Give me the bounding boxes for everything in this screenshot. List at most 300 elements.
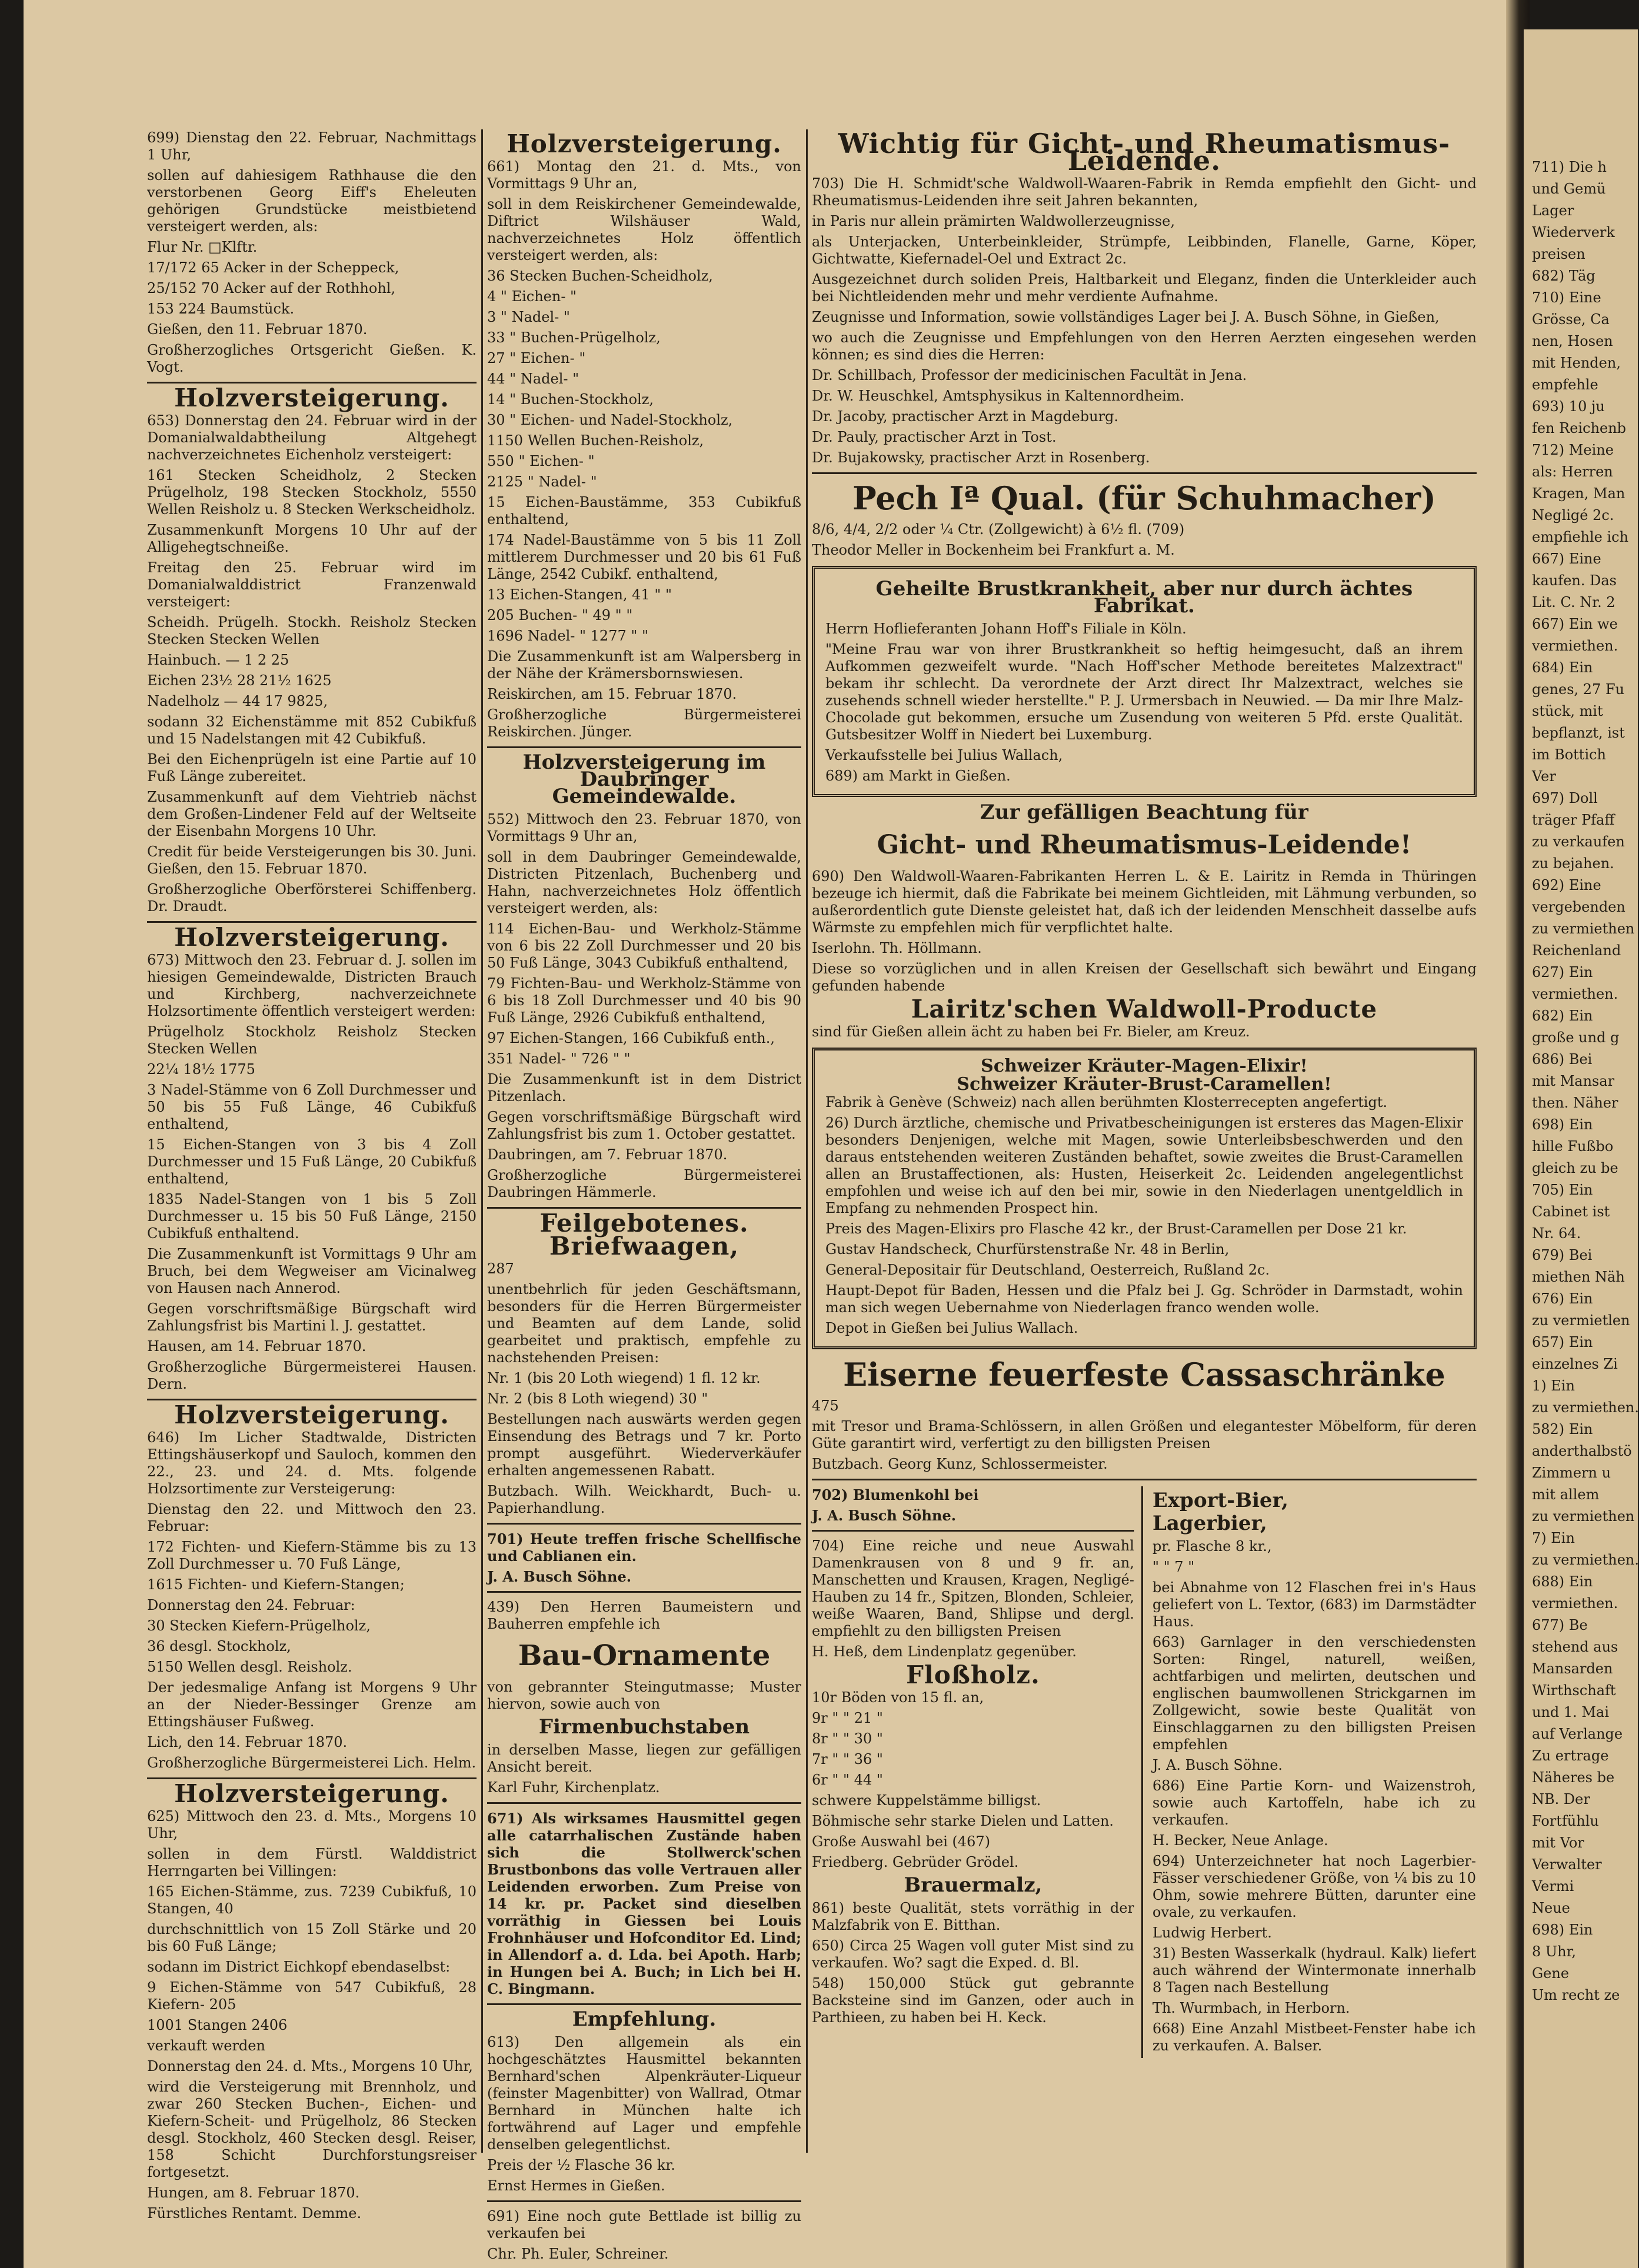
text-line: Dienstag den 22. und Mittwoch den 23. Februar: [147,1501,477,1535]
text-line: einzelnes Zi [1532,1356,1618,1372]
text-line: J. A. Busch Söhne. [1152,1757,1283,1773]
text-line: Die Zusammenkunft ist am Walpersberg in der Nähe der Krämersbornswiesen. [487,648,801,682]
text-line: in Paris nur allein prämirten Waldwollerzeugnisse, [812,213,1175,229]
text-line: Diese so vorzüglichen und in allen Kreisen der Gesellschaft sich bewährt und Eingang gefunden habende [812,960,1477,994]
text-line: Gustav Handscheck, Churfürstenstraße Nr. 48 in Berlin, [825,1241,1230,1258]
text-line: 36 desgl. Stockholz, [147,1638,291,1655]
text-line: 613) Den allgemein als ein hochgeschätztes Hausmittel bekannten Bernhard'schen Alpenkräuter-Liqueur (feinster Magenbitter) von Wallrad, Otmar Bernhard in München halte ich fortwährend auf Lager und empfehle denselben gelegentlichst. [487,2034,801,2153]
text-line: Karl Fuhr, Kirchenplatz. [487,1779,660,1796]
text-line: zu bejahen. [1532,855,1614,872]
text-line: Scheidh. Prügelh. Stockh. Reisholz Stecken Stecken Stecken Wellen [147,614,477,648]
text-line: 689) am Markt in Gießen. [825,768,1011,784]
text-line: 699) Dienstag den 22. Februar, Nachmittags 1 Uhr, [147,129,477,163]
text-line: Gene [1532,1965,1570,1982]
text-line: im Bottich [1532,746,1607,763]
ad-439b [487,1742,801,1796]
column-rule [481,129,483,2153]
text-line: 36 Stecken Buchen-Scheidholz, [487,268,713,284]
text-line: 22¼ 18½ 1775 [147,1061,255,1078]
text-line: Ludwig Herbert. [1152,1925,1272,1941]
text-line: 682) Ein [1532,1008,1593,1024]
text-line: Herrn Hoflieferanten Johann Hoff's Filiale in Köln. [825,621,1187,637]
ad-625 [147,1808,477,2222]
text-line: durchschnittlich von 15 Zoll Stärke und 20 bis 60 Fuß Länge; [147,1921,477,1955]
text-line: Reichenland [1532,942,1621,959]
text-line: bei Abnahme von 12 Flaschen frei in's Haus geliefert von L. Textor, (683) im Darmstädter Haus. [1152,1579,1476,1630]
divider [487,1523,801,1525]
ad-439 [487,1679,801,1713]
ad-703 [812,175,1477,466]
column-rule [806,129,808,2153]
heading: Gicht- und Rheumatismus-Leidende! [877,830,1412,860]
text-line: 97 Eichen-Stangen, 166 Cubikfuß enth., [487,1030,775,1046]
text-line: 17/172 65 Acker in der Scheppeck, [147,259,399,276]
text-line: zu verkaufen [1532,833,1625,850]
text-line: Ausgezeichnet durch soliden Preis, Haltbarkeit und Eleganz, finden die Unterkleider auch bei Nichtleidenden mehr und mehr verdiente Aufnahme. [812,271,1477,305]
column-1 [147,129,477,2222]
text-line: 703) Die H. Schmidt'sche Waldwoll-Waaren-Fabrik in Remda empfiehlt den Gicht- und Rheumatismus-Leidenden ihre seit Jahren bekannten, [812,175,1477,209]
text-line: sodann im District Eichkopf ebendaselbst: [147,1959,451,1975]
text-line: Grösse, Ca [1532,311,1610,328]
text-line: Negligé 2c. [1532,507,1614,523]
text-line: 14 " Buchen-Stockholz, [487,391,654,408]
text-line: 3 Nadel-Stämme von 6 Zoll Durchmesser und 50 bis 55 Fuß Länge, 46 Cubikfuß enthaltend, [147,1082,477,1132]
text-line: Der jedesmalige Anfang ist Morgens 9 Uhr an der Nieder-Bessinger Grenze am Ettingshäuser Fußweg. [147,1679,477,1730]
text-line: Fabrik à Genève (Schweiz) nach allen berühmten Klosterrecepten angefertigt. [825,1094,1388,1110]
ad-548 [812,1975,1134,2026]
text-line: Bestellungen nach auswärts werden gegen Einsendung des Betrags und 7 kr. Porto prompt ausgeführt. Wiederverkäufer erhalten angemessenen Rabatt. [487,1411,801,1479]
text-line: sollen auf dahiesigem Rathhause die den verstorbenen Georg Eiff's Eheleuten gehörigen Grundstücke meistbietend versteigert werden, als: [147,167,477,235]
text-line: Hainbuch. — 1 2 25 [147,652,289,668]
text-line: soll in dem Daubringer Gemeindewalde, Districten Pitzenlach, Buchenberg und Hahn, nachverzeichnetes Holz öffentlich versteigert werden, als: [487,849,801,916]
text-line: Lich, den 14. Februar 1870. [147,1734,348,1750]
text-line: 676) Ein [1532,1290,1593,1307]
text-line: Nadelholz — 44 17 9825, [147,693,328,709]
heading: Holzversteigerung. [174,1400,449,1429]
section-heading: Feilgebotenes. [539,1209,749,1238]
text-line: und 1. Mai [1532,1704,1609,1720]
text-line: preisen [1532,246,1585,262]
text-line: Dr. Pauly, practischer Arzt in Tost. [812,429,1057,445]
text-line: Nr. 1 (bis 20 Loth wiegend) 1 fl. 12 kr. [487,1370,761,1386]
text-line: Bei den Eichenprügeln ist eine Partie auf 10 Fuß Länge zubereitet. [147,751,477,785]
text-line: stehend aus [1532,1639,1618,1655]
heading: Lagerbier, [1152,1512,1267,1535]
text-line: 667) Eine [1532,551,1601,567]
text-line: 691) Eine noch gute Bettlade ist billig zu verkaufen bei [487,2208,801,2242]
text-line: 702) Blumenkohl bei [812,1486,979,1503]
text-line: 661) Montag den 21. d. Mts., von Vormittags 9 Uhr an, [487,158,801,192]
text-line: 8/6, 4/4, 2/2 oder ¼ Ctr. (Zollgewicht) à 6½ fl. (709) [812,521,1185,538]
text-line: empfiehle ich [1532,529,1629,545]
text-line: 705) Ein [1532,1182,1593,1198]
heading: Holzversteigerung. [174,383,449,412]
text-line: 712) Meine [1532,442,1614,458]
text-line: mit Vor [1532,1835,1584,1851]
ad-671 [487,1810,801,1997]
text-line: 10r Böden von 15 fl. an, [812,1689,984,1706]
text-line: als: Herren [1532,463,1613,480]
text-line: Haupt-Depot für Baden, Hessen und die Pfalz bei J. Gg. Schröder in Darmstadt, wohin man sich wegen Uebernahme von Niederlagen franco wenden wolle. [825,1282,1463,1316]
text-line: General-Depositair für Deutschland, Oesterreich, Rußland 2c. [825,1262,1270,1278]
text-line: Vermi [1532,1878,1574,1895]
text-line: 690) Den Waldwoll-Waaren-Fabrikanten Herren L. & E. Lairitz in Remda in Thüringen bezeuge ich hiermit, daß die Fabrikate bei meinem Gichtleiden, mit Lähmung verbunden, so außerordentlich gute Dienste geleistet hat, daß ich der leidenden Menschheit dasselbe aufs Wärmste zu empfehlen mich für verpflichtet halte. [812,868,1477,936]
text-line: 650) Circa 25 Wagen voll guter Mist sind zu verkaufen. Wo? sagt die Exped. d. Bl. [812,1937,1134,1971]
ad-650 [812,1937,1134,1972]
text-line: anderthalbstö [1532,1443,1632,1459]
divider [812,1530,1134,1532]
text-line: 697) Doll [1532,790,1598,806]
text-line: 693) 10 ju [1532,398,1605,415]
text-line: träger Pfaff [1532,812,1615,828]
text-line: 6r " " 44 " [812,1772,883,1788]
text-line: Großherzogliche Bürgermeisterei Hausen. Dern. [147,1359,477,1392]
heading: Export-Bier, [1152,1489,1288,1512]
text-line: 174 Nadel-Baustämme von 5 bis 11 Zoll mittlerem Durchmesser und 20 bis 61 Fuß Länge, 2542 Cubikf. enthaltend, [487,532,801,582]
ad-552 [487,811,801,1201]
text-line: 1835 Nadel-Stangen von 1 bis 5 Zoll Durchmesser u. 15 bis 50 Fuß Länge, 2150 Cubikfuß enthaltend. [147,1191,477,1242]
ad-668 [1152,2020,1476,2054]
text-line: 627) Ein [1532,964,1593,980]
divider [487,2003,801,2005]
text-line: 677) Be [1532,1617,1588,1633]
text-line: zu vermiethen. [1532,1399,1639,1416]
text-line: Flur Nr. □Klftr. [147,239,258,255]
ad-287 [487,1260,801,1517]
text-line: Donnerstag den 24. Februar: [147,1597,355,1613]
text-line: Zu ertrage [1532,1747,1609,1764]
text-line: Zusammenkunft auf dem Viehtrieb nächst dem Großen-Lindener Feld auf der Weltseite der Eisenbahn Morgens 10 Uhr. [147,789,477,839]
text-line: 30 Stecken Kiefern-Prügelholz, [147,1617,371,1634]
text-line: 205 Buchen- " 49 " " [487,607,633,623]
heading: Geheilte Brustkrankheit, aber nur durch ächtes Fabrikat. [875,577,1413,618]
column-3 [812,129,1477,2153]
heading: Schweizer Kräuter-Magen-Elixir! [981,1056,1308,1076]
text-line: 1) Ein [1532,1378,1575,1394]
text-line: Zeugnisse und Information, sowie vollständiges Lager bei J. A. Busch Söhne, in Gießen, [812,309,1440,325]
ad-699 [147,129,477,376]
text-line: Wirthschaft [1532,1682,1616,1699]
text-line: sind für Gießen allein ächt zu haben bei Fr. Bieler, am Kreuz. [812,1023,1250,1040]
text-line: Großherzogliches Ortsgericht Gießen. K. Vogt. [147,342,477,375]
text-line: verkauft werden [147,2037,265,2054]
text-line: mit Henden, [1532,355,1621,371]
ad-475 [812,1398,1477,1473]
ad-702 [812,1486,1134,1524]
text-line: 1615 Fichten- und Kiefern-Stangen; [147,1576,405,1593]
next-page-text [1524,29,1638,2004]
text-line: mit Mansar [1532,1073,1615,1089]
text-line: Hausen, am 14. Februar 1870. [147,1338,367,1355]
text-line: von gebrannter Steingutmasse; Muster hiervon, sowie auch von [487,1679,801,1712]
text-line: 351 Nadel- " 726 " " [487,1050,631,1067]
text-line: vergebenden [1532,899,1625,915]
ad-690 [812,868,1477,995]
heading: Empfehlung. [572,2007,717,2031]
text-line: gleich zu be [1532,1160,1618,1176]
sub-columns [812,1486,1477,2058]
text-line: 30 " Eichen- und Nadel-Stockholz, [487,412,733,428]
text-line: 694) Unterzeichneter hat noch Lagerbier-Fässer verschiedener Größe, von ¼ bis zu 10 Ohm, sowie mehrere Bütten, darunter eine ovale, zu verkaufen. [1152,1853,1476,1920]
text-line: Nr. 2 (bis 8 Loth wiegend) 30 " [487,1390,708,1407]
text-line: Neue [1532,1900,1570,1916]
text-line: NB. Der [1532,1791,1590,1807]
text-line: 33 " Buchen-Prügelholz, [487,329,661,346]
text-line: 682) Täg [1532,268,1595,284]
text-line: then. Näher [1532,1095,1618,1111]
text-line: 15 Eichen-Baustämme, 353 Cubikfuß enthaltend, [487,494,801,528]
divider [487,1591,801,1593]
text-line: 711) Die h [1532,159,1607,175]
text-line: 673) Mittwoch den 23. Februar d. J. sollen im hiesigen Gemeindewalde, Districten Brauch und Kirchberg, nachverzeichnete Holzsortimente öffentlich versteigert werden: [147,952,477,1019]
text-line: Iserlohn. Th. Höllmann. [812,940,982,956]
text-line: zu vermiethen [1532,920,1635,937]
ad-26 [825,1094,1463,1337]
text-line: 79 Fichten-Bau- und Werkholz-Stämme von 6 bis 18 Zoll Durchmesser und 40 bis 90 Fuß Länge, 2926 Cubikfuß enthaltend, [487,975,801,1026]
text-line: Zimmern u [1532,1465,1611,1481]
ad-653 [147,412,477,915]
divider [487,1802,801,1804]
text-line: Nr. 64. [1532,1225,1581,1242]
text-line: zu vermiethen. [1532,1552,1639,1568]
text-line: zu vermietlen [1532,1312,1630,1329]
text-line: 15 Eichen-Stangen von 3 bis 4 Zoll Durchmesser und 15 Fuß Länge, 20 Cubikfuß enthaltend, [147,1136,477,1187]
text-line: fen Reichenb [1532,420,1627,436]
ad-663 [1152,1634,1476,1774]
text-line: Böhmische sehr starke Dielen und Latten. [812,1813,1114,1829]
ad-704 [812,1537,1134,1660]
text-line: vermiethen. [1532,986,1618,1002]
text-line: Ernst Hermes in Gießen. [487,2177,665,2194]
ad-box-689 [812,566,1477,797]
text-line: 4 " Eichen- " [487,288,577,305]
text-line: Um recht ze [1532,1987,1620,2003]
ad-673 [147,952,477,1393]
text-line: unentbehrlich für jeden Geschäftsmann, besonders für die Herren Bürgermeister und Beamten auf dem Lande, solid gearbeitet und praktisch, empfehle zu nachstehenden Preisen: [487,1281,801,1366]
divider [812,1479,1477,1480]
text-line: Mansarden [1532,1660,1613,1677]
text-line: empfehle [1532,376,1598,393]
text-line: 8r " " 30 " [812,1730,883,1747]
text-line: 8 Uhr, [1532,1943,1577,1960]
next-page-edge [1524,29,1638,2268]
text-line: 31) Besten Wasserkalk (hydraul. Kalk) liefert auch während der Wintermonate innerhalb 8 Tagen nach Bestellung [1152,1945,1476,1996]
text-line: Zusammenkunft Morgens 10 Uhr auf der Alligehegtschneiße. [147,522,477,555]
text-line: hille Fußbo [1532,1138,1614,1155]
heading: Lairitz'schen Waldwoll-Producte [911,995,1378,1023]
text-line: wo auch die Zeugnisse und Empfehlungen von den Herren Aerzten eingesehen werden können; es sind dies die Herren: [812,329,1477,363]
text-line: Credit für beide Versteigerungen bis 30. Juni. Gießen, den 15. Februar 1870. [147,843,477,877]
text-line: Chr. Ph. Euler, Schreiner. [487,2246,669,2262]
divider [487,746,801,748]
text-line: 710) Eine [1532,289,1601,306]
text-line: Kragen, Man [1532,485,1625,502]
ad-701 [487,1530,801,1585]
text-line: 653) Donnerstag den 24. Februar wird in der Domanialwaldabtheilung Altgehegt nachverzeichnetes Eichenholz versteigert: [147,412,477,463]
text-line: 692) Eine [1532,877,1601,893]
text-line: " " 7 " [1152,1559,1195,1575]
text-line: Dr. W. Heuschkel, Amtsphysikus in Kaltennordheim. [812,388,1185,404]
text-line: 671) Als wirksames Hausmittel gegen alle catarrhalischen Zustände haben sich die Stollwerck'schen Brustbonbons das volle Vertrauen aller Leidenden erworben. Zum Preise von 14 kr. pr. Packet sind dieselben vorräthig in Giessen bei Louis Frohnhäuser und Hofconditor Ed. Lind; in Allendorf a. d. Lda. bei Apoth. Harb; in Hungen bei A. Buch; in Lich bei H. C. Bingmann. [487,1810,801,1997]
text-line: 1150 Wellen Buchen-Reisholz, [487,432,704,449]
text-line: 287 [487,1260,514,1277]
text-line: 165 Eichen-Stämme, zus. 7239 Cubikfuß, 10 Stangen, 40 [147,1883,477,1917]
text-line: Depot in Gießen bei Julius Wallach. [825,1320,1078,1336]
heading: Holzversteigerung. [174,1779,449,1808]
text-line: Donnerstag den 24. d. Mts., Morgens 10 Uhr, [147,2058,473,2074]
text-line: soll in dem Reiskirchener Gemeindewalde, Diftrict Wilshäuser Wald, nachverzeichnetes Holz öffentlich versteigert werden, als: [487,196,801,264]
text-line: 552) Mittwoch den 23. Februar 1870, von Vormittags 9 Uhr an, [487,811,801,845]
text-line: Cabinet ist [1532,1203,1610,1220]
text-line: sollen in dem Fürstl. Walddistrict Herrngarten bei Villingen: [147,1846,477,1879]
text-line: J. A. Busch Söhne. [487,1568,632,1585]
text-line: H. Becker, Neue Anlage. [1152,1832,1328,1849]
ad-613 [487,2034,801,2194]
text-line: 153 224 Baumstück. [147,301,295,317]
sub-column-right [1152,1486,1476,2058]
text-line: Großherzogliche Bürgermeisterei Daubringen Hämmerle. [487,1167,801,1200]
text-line: Verwalter [1532,1856,1602,1873]
text-line: Die Zusammenkunft ist Vormittags 9 Uhr am Bruch, bei dem Wegweiser am Vicinalweg von Hausen nach Annerod. [147,1246,477,1296]
text-line: Großherzogliche Oberförsterei Schiffenberg. Dr. Draudt. [147,881,477,915]
text-line: 5150 Wellen desgl. Reisholz. [147,1659,352,1675]
text-line: 7r " " 36 " [812,1751,883,1767]
text-line: Prügelholz Stockholz Reisholz Stecken Stecken Wellen [147,1023,477,1057]
text-line: 698) Ein [1532,1922,1593,1938]
divider [487,2200,801,2202]
text-line: 698) Ein [1532,1116,1593,1133]
text-line: 7) Ein [1532,1530,1575,1546]
divider [812,472,1477,474]
text-line: 13 Eichen-Stangen, 41 " " [487,586,672,603]
text-line: Butzbach. Wilh. Weickhardt, Buch- u. Papierhandlung. [487,1483,801,1516]
text-line: 1001 Stangen 2406 [147,2017,288,2033]
text-line: 2125 " Nadel- " [487,473,597,490]
ad-691 [487,2208,801,2263]
text-line: 582) Ein [1532,1421,1593,1437]
text-line: 668) Eine Anzahl Mistbeet-Fenster habe ich zu verkaufen. A. Balser. [1152,2020,1476,2054]
text-line: 27 " Eichen- " [487,350,586,366]
text-line: 663) Garnlager in den verschiedensten Sorten: Ringel, naturell, weißen, achtfarbigen und melirten, deutschen und englischen baumwollenen Strickgarnen im Zollgewicht, sowie beste Qualität von Einschlaggarnen zu den billigsten Preisen empfehlen [1152,1634,1476,1753]
text-line: 701) Heute treffen frische Schellfische und Cablianen ein. [487,1530,801,1565]
text-line: Preis der ½ Flasche 36 kr. [487,2157,675,2173]
heading: Wichtig für Gicht- und Rheumatismus-Leidende. [838,128,1451,176]
heading: Bau-Ornamente [518,1639,771,1672]
ad-686 [1152,1777,1476,1849]
text-line: 172 Fichten- und Kiefern-Stämme bis zu 13 Zoll Durchmesser u. 70 Fuß Länge, [147,1539,477,1572]
text-line: kaufen. Das [1532,572,1617,589]
text-line: mit Tresor und Brama-Schlössern, in allen Größen und elegantester Möbelform, für deren Güte garantirt wird, verfertigt zu den billigsten Preisen [812,1418,1477,1452]
text-line: "Meine Frau war von ihrer Brustkrankheit so heftig heimgesucht, daß an ihrem Aufkommen gezweifelt wurde. "Nach Hoff'scher Methode bereitetes Malzextract" bekam ihr schlecht. Da verordnete der Arzt direct Ihr Malzextract, welches sie zusehends schnell wieder herstellte." P. J. Urmersbach in Neuwied. — Da mir Ihre Malz-Chocolade gut bekommen, ersuche um Zusendung von weiteren 5 Pfd. erste Qualität. Gutsbesitzer Wolff in Niedert bei Luxemburg. [825,641,1463,743]
heading: Brauermalz, [904,1873,1042,1897]
text-line: Butzbach. Georg Kunz, Schlossermeister. [812,1456,1108,1472]
text-line: Dr. Bujakowsky, practischer Arzt in Rosenberg. [812,449,1150,466]
text-line: 686) Bei [1532,1051,1593,1068]
text-line: zu vermiethen [1532,1508,1635,1525]
heading: Eiserne feuerfeste Cassaschränke [843,1356,1445,1393]
text-line: als Unterjacken, Unterbeinkleider, Strümpfe, Leibbinden, Flanelle, Garne, Köper, Gichtwatte, Kiefernadel-Oel und Extract 2c. [812,234,1477,267]
text-line: 688) Ein [1532,1573,1593,1590]
text-line: Reiskirchen, am 15. Februar 1870. [487,686,737,702]
text-line: Daubringen, am 7. Februar 1870. [487,1146,728,1163]
text-line: genes, 27 Fu [1532,681,1625,698]
text-line: mit allem [1532,1486,1600,1503]
text-line: wird die Versteigerung mit Brennholz, und zwar 260 Stecken Buchen-, Eichen- und Kiefern-Scheit- und Prügelholz, 86 Stecken desgl. Stockholz, 460 Stecken desgl. Reiser, 158 Schicht Durchforstungsreiser fortgesetzt. [147,2079,477,2180]
ad-467 [812,1689,1134,1871]
text-line: 704) Eine reiche und neue Auswahl Damenkrausen von 8 und 9 fr. an, Manschetten und Krausen, Kragen, Negligé-Hauben zu 14 fr., Spitzen, Blonden, Schleier, weiße Waaren, Band, Shlipse und dergl. empfiehlt zu den billigsten Preisen [812,1537,1134,1639]
text-line: Gießen, den 11. Februar 1870. [147,321,368,338]
text-line: Näheres be [1532,1769,1615,1786]
text-line: bepflanzt, ist [1532,725,1625,741]
text-line: Gegen vorschriftsmäßige Bürgschaft wird Zahlungsfrist bis zum 1. October gestattet. [487,1109,801,1142]
text-line: Dr. Schillbach, Professor der medicinischen Facultät in Jena. [812,367,1247,383]
text-line: 646) Im Licher Stadtwalde, Districten Ettingshäuserkopf und Sauloch, kommen den 22., 23. und 24. d. Mts. folgende Holzsortimente zur Versteigerung: [147,1429,477,1497]
text-line: 161 Stecken Scheidholz, 2 Stecken Prügelholz, 198 Stecken Stockholz, 5550 Wellen Reisholz u. 8 Stecken Werkscheidholz. [147,467,477,518]
text-line: Großherzogliche Bürgermeisterei Lich. Helm. [147,1755,477,1771]
text-line: schwere Kuppelstämme billigst. [812,1792,1041,1809]
ad-646 [147,1429,477,1772]
text-line: 548) 150,000 Stück gut gebrannte Backsteine sind im Ganzen, oder auch in Parthieen, zu haben bei H. Keck. [812,1975,1134,2026]
text-line: vermiethen. [1532,638,1618,654]
text-line: 26) Durch ärztliche, chemische und Privatbescheinigungen ist ersteres das Magen-Elixir besonders Denjenigen, welche mit Magen, sowie Unterleibsbeschwerden und den daraus entstehenden weiteren Zuständen behaftet, sowie zweites die Brust-Caramellen allen an Brustaffectionen, als: Husten, Heiserkeit 2c. Leidenden angelegentlichst empfohlen und weise ich auf den bei mir, sowie in den Niederlagen unentgeldlich in Empfang zu nehmenden Prospect hin. [825,1115,1463,1216]
ad-689 [825,621,1463,785]
text-line: 114 Eichen-Bau- und Werkholz-Stämme von 6 bis 22 Zoll Durchmesser und 20 bis 50 Fuß Länge, 3043 Cubikfuß enthaltend, [487,920,801,971]
text-line: Friedberg. Gebrüder Grödel. [812,1854,1019,1870]
text-line: miethen Näh [1532,1269,1625,1285]
text-line: 684) Ein [1532,659,1593,676]
text-line: Wiederverk [1532,224,1615,241]
heading: Holzversteigerung. [507,129,782,158]
text-line: Freitag den 25. Februar wird im Domanialwalddistrict Franzenwald versteigert: [147,559,477,610]
text-line: 3 " Nadel- " [487,309,570,325]
text-line: Die Zusammenkunft ist in dem District Pitzenlach. [487,1071,801,1105]
heading: Briefwaagen, [549,1232,739,1260]
text-line: Dr. Jacoby, practischer Arzt in Magdeburg. [812,408,1119,425]
heading: Schweizer Kräuter-Brust-Caramellen! [957,1074,1332,1095]
text-line: 9r " " 21 " [812,1710,883,1726]
text-line: Verkaufsstelle bei Julius Wallach, [825,747,1063,763]
ad-31 [1152,1945,1476,2017]
text-line: stück, mit [1532,703,1603,719]
text-line: große und g [1532,1029,1620,1046]
text-line: 657) Ein [1532,1334,1593,1350]
heading: Holzversteigerung im Daubringer Gemeindewalde. [522,751,766,808]
ad-439-intro: 439) Den Herren Baumeistern und Bauherren empfehle ich [487,1599,801,1632]
text-line: Lager [1532,202,1574,219]
heading: Firmenbuchstaben [538,1715,750,1739]
text-line: nen, Hosen [1532,333,1613,349]
text-line: 679) Bei [1532,1247,1593,1263]
ad-861 [812,1900,1134,1934]
text-line: vermiethen. [1532,1595,1618,1612]
text-line: und Gemü [1532,181,1606,197]
text-line: 1696 Nadel- " 1277 " " [487,628,649,644]
heading: Holzversteigerung. [174,923,449,952]
text-line: Fortfühlu [1532,1813,1599,1829]
text-line: Eichen 23½ 28 21½ 1625 [147,672,332,689]
text-line: Hungen, am 8. Februar 1870. [147,2184,360,2201]
text-line: Theodor Meller in Bockenheim bei Frankfurt a. M. [812,542,1175,558]
column-2 [487,129,801,2262]
text-line: sodann 32 Eichenstämme mit 852 Cubikfuß und 15 Nadelstangen mit 42 Cubikfuß. [147,713,477,747]
text-line: 625) Mittwoch den 23. d. Mts., Morgens 10 Uhr, [147,1808,477,1842]
text-line: 44 " Nadel- " [487,371,579,387]
text-line: 9 Eichen-Stämme von 547 Cubikfuß, 28 Kiefern- 205 [147,1979,477,2013]
text-line: Th. Wurmbach, in Herborn. [1152,2000,1350,2016]
text-line: auf Verlange [1532,1726,1623,1742]
sub-column-left [812,1486,1143,2058]
ad-683 [1152,1538,1476,1630]
